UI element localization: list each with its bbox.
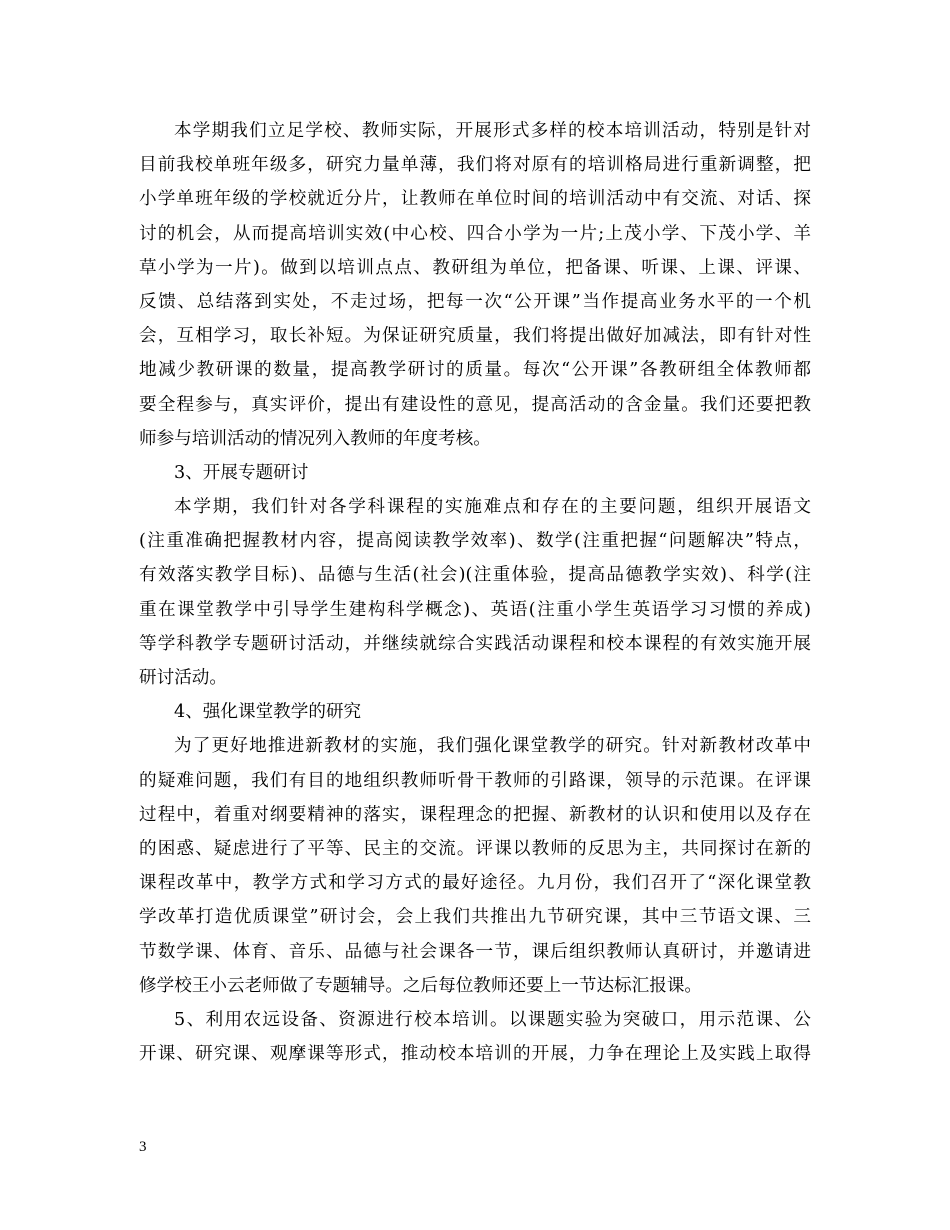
text-line: 修学校王小云老师做了专题辅导。之后每位教师还要上一节达标汇报课。 [139,975,703,996]
text-line: 会，互相学习，取长补短。为保证研究质量，我们将提出做好加减法，即有针对性 [139,326,811,347]
text-line: 师参与培训活动的情况列入教师的年度考核。 [139,428,491,449]
text-line: 4、强化课堂教学的研究 [174,702,362,723]
text-line: 学改革打造优质课堂”研讨会，会上我们共推出九节研究课，其中三节语文课、三 [139,907,811,928]
text-line: 节数学课、体育、音乐、品德与社会课各一节，课后组织教师认真研讨，并邀请进 [139,941,811,962]
text-line: 本学期，我们针对各学科课程的实施难点和存在的主要问题，组织开展语文 [174,497,811,518]
text-line: 本学期我们立足学校、教师实际，开展形式多样的校本培训活动，特别是针对 [174,121,811,141]
text-line: 的困惑、疑虑进行了平等、民主的交流。评课以教师的反思为主，共同探讨在新的 [139,838,811,859]
text-line: 小学单班年级的学校就近分片，让教师在单位时间的培训活动中有交流、对话、探 [139,189,811,210]
text-line: 3、开展专题研讨 [174,462,309,483]
text-line: (注重准确把握教材内容，提高阅读教学效率)、数学(注重把握“问题解决”特点， [139,531,811,552]
text-line: 草小学为一片)。做到以培训点点、教研组为单位，把备课、听课、上课、评课、 [139,257,811,278]
text-line: 要全程参与，真实评价，提出有建设性的意见，提高活动的含金量。我们还要把教 [139,394,811,415]
text-line: 讨的机会，从而提高培训实效(中心校、四合小学为一片;上茂小学、下茂小学、羊 [139,223,811,244]
text-line: 5、利用农远设备、资源进行校本培训。以课题实验为突破口，用示范课、公 [174,1009,811,1030]
text-line: 地减少教研课的数量，提高教学研讨的质量。每次“公开课”各教研组全体教师都 [139,360,811,381]
text-line: 等学科教学专题研讨活动，并继续就综合实践活动课程和校本课程的有效实施开展 [139,633,811,654]
text-line: 目前我校单班年级多，研究力量单薄，我们将对原有的培训格局进行重新调整，把 [139,155,811,176]
text-line: 开课、研究课、观摩课等形式，推动校本培训的开展，力争在理论上及实践上取得 [139,1044,811,1065]
text-line: 重在课堂教学中引导学生建构科学概念)、英语(注重小学生英语学习习惯的养成) [139,599,811,620]
page-number: 3 [139,1139,147,1155]
text-line: 过程中，着重对纲要精神的落实，课程理念的把握、新教材的认识和使用以及存在 [139,804,811,825]
text-line: 的疑难问题，我们有目的地组织教师听骨干教师的引路课，领导的示范课。在评课 [139,770,811,791]
text-line: 有效落实教学目标)、品德与生活(社会)(注重体验，提高品德教学实效)、科学(注 [139,565,811,586]
body-text [139,114,811,1071]
text-line: 研讨活动。 [139,668,227,688]
text-line: 反馈、总结落到实处，不走过场，把每一次“公开课”当作提高业务水平的一个机 [139,291,811,312]
text-line: 课程改革中，教学方式和学习方式的最好途径。九月份，我们召开了“深化课堂教 [139,873,811,894]
text-line: 为了更好地推进新教材的实施，我们强化课堂教学的研究。针对新教材改革中 [174,736,811,757]
